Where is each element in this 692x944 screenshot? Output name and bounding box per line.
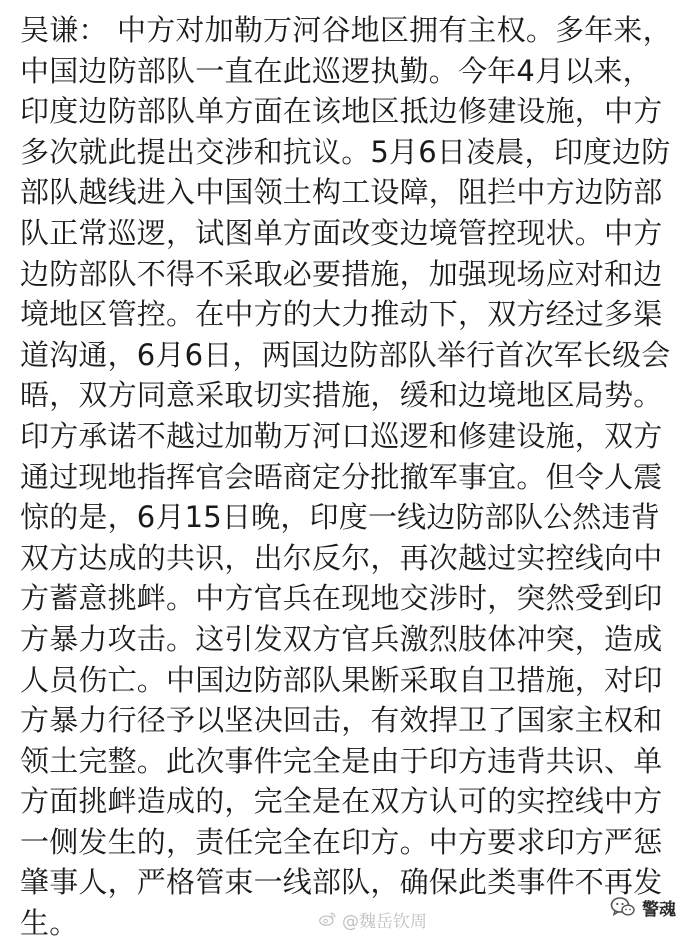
weibo-logo-icon bbox=[318, 909, 338, 929]
statement-line: 吴谦： 中方对加勒万河谷地区拥有主权。多年来， bbox=[20, 13, 672, 47]
statement-text bbox=[20, 10, 680, 944]
statement-line: 晤，双方同意采取切实措施，缓和边境地区局势。 bbox=[20, 378, 663, 413]
statement-line: 队正常巡逻，试图单方面改变边境管控现状。中方 bbox=[20, 215, 663, 250]
statement-line: 方面挑衅造成的，完全是在双方认可的实控线中方 bbox=[20, 784, 663, 819]
watermark-handle: @魏岳钦周 bbox=[342, 911, 427, 932]
statement-line: 境地区管控。在中方的大力推动下，双方经过多渠 bbox=[20, 297, 663, 332]
account-name: 警魂 bbox=[642, 899, 676, 920]
statement-line: 多次就此提出交涉和抗议。5月6日凌晨，印度边防 bbox=[20, 134, 671, 169]
statement-line: 边防部队不得不采取必要措施，加强现场应对和边 bbox=[20, 256, 663, 291]
statement-line: 印度边防部队单方面在该地区抵边修建设施，中方 bbox=[20, 94, 663, 129]
statement-line: 部队越线进入中国领土构工设障，阻拦中方边防部 bbox=[20, 175, 663, 210]
statement-line: 通过现地指挥官会晤商定分批撤军事宜。但令人震 bbox=[20, 459, 663, 494]
statement-line: 生。 bbox=[20, 906, 79, 941]
statement-line: 惊的是，6月15日晚，印度一线边防部队公然违背 bbox=[20, 500, 660, 535]
statement-line: 领土完整。此次事件完全是由于印方违背共识、单 bbox=[20, 743, 663, 778]
statement-line: 人员伤亡。中国边防部队果断采取自卫措施，对印 bbox=[20, 662, 663, 697]
statement-line: 中国边防部队一直在此巡逻执勤。今年4月以来， bbox=[20, 53, 652, 88]
statement-line: 肇事人，严格管束一线部队，确保此类事件不再发 bbox=[20, 865, 663, 900]
statement-line: 印方承诺不越过加勒万河口巡逻和修建设施，双方 bbox=[20, 418, 663, 453]
wechat-bubble-icon bbox=[610, 894, 636, 920]
statement-line: 双方达成的共识，出尔反尔，再次越过实控线向中 bbox=[20, 540, 663, 575]
statement-line: 方暴力攻击。这引发双方官兵激烈肢体冲突，造成 bbox=[20, 621, 663, 656]
statement-line: 道沟通，6月6日，两国边防部队举行首次军长级会 bbox=[20, 337, 671, 372]
weibo-watermark bbox=[318, 906, 427, 932]
statement-line: 方蓄意挑衅。中方官兵在现地交涉时，突然受到印 bbox=[20, 581, 663, 616]
statement-line: 方暴力行径予以坚决回击，有效捍卫了国家主权和 bbox=[20, 703, 663, 738]
account-brand bbox=[610, 893, 676, 921]
statement-line: 一侧发生的，责任完全在印方。中方要求印方严惩 bbox=[20, 824, 663, 859]
